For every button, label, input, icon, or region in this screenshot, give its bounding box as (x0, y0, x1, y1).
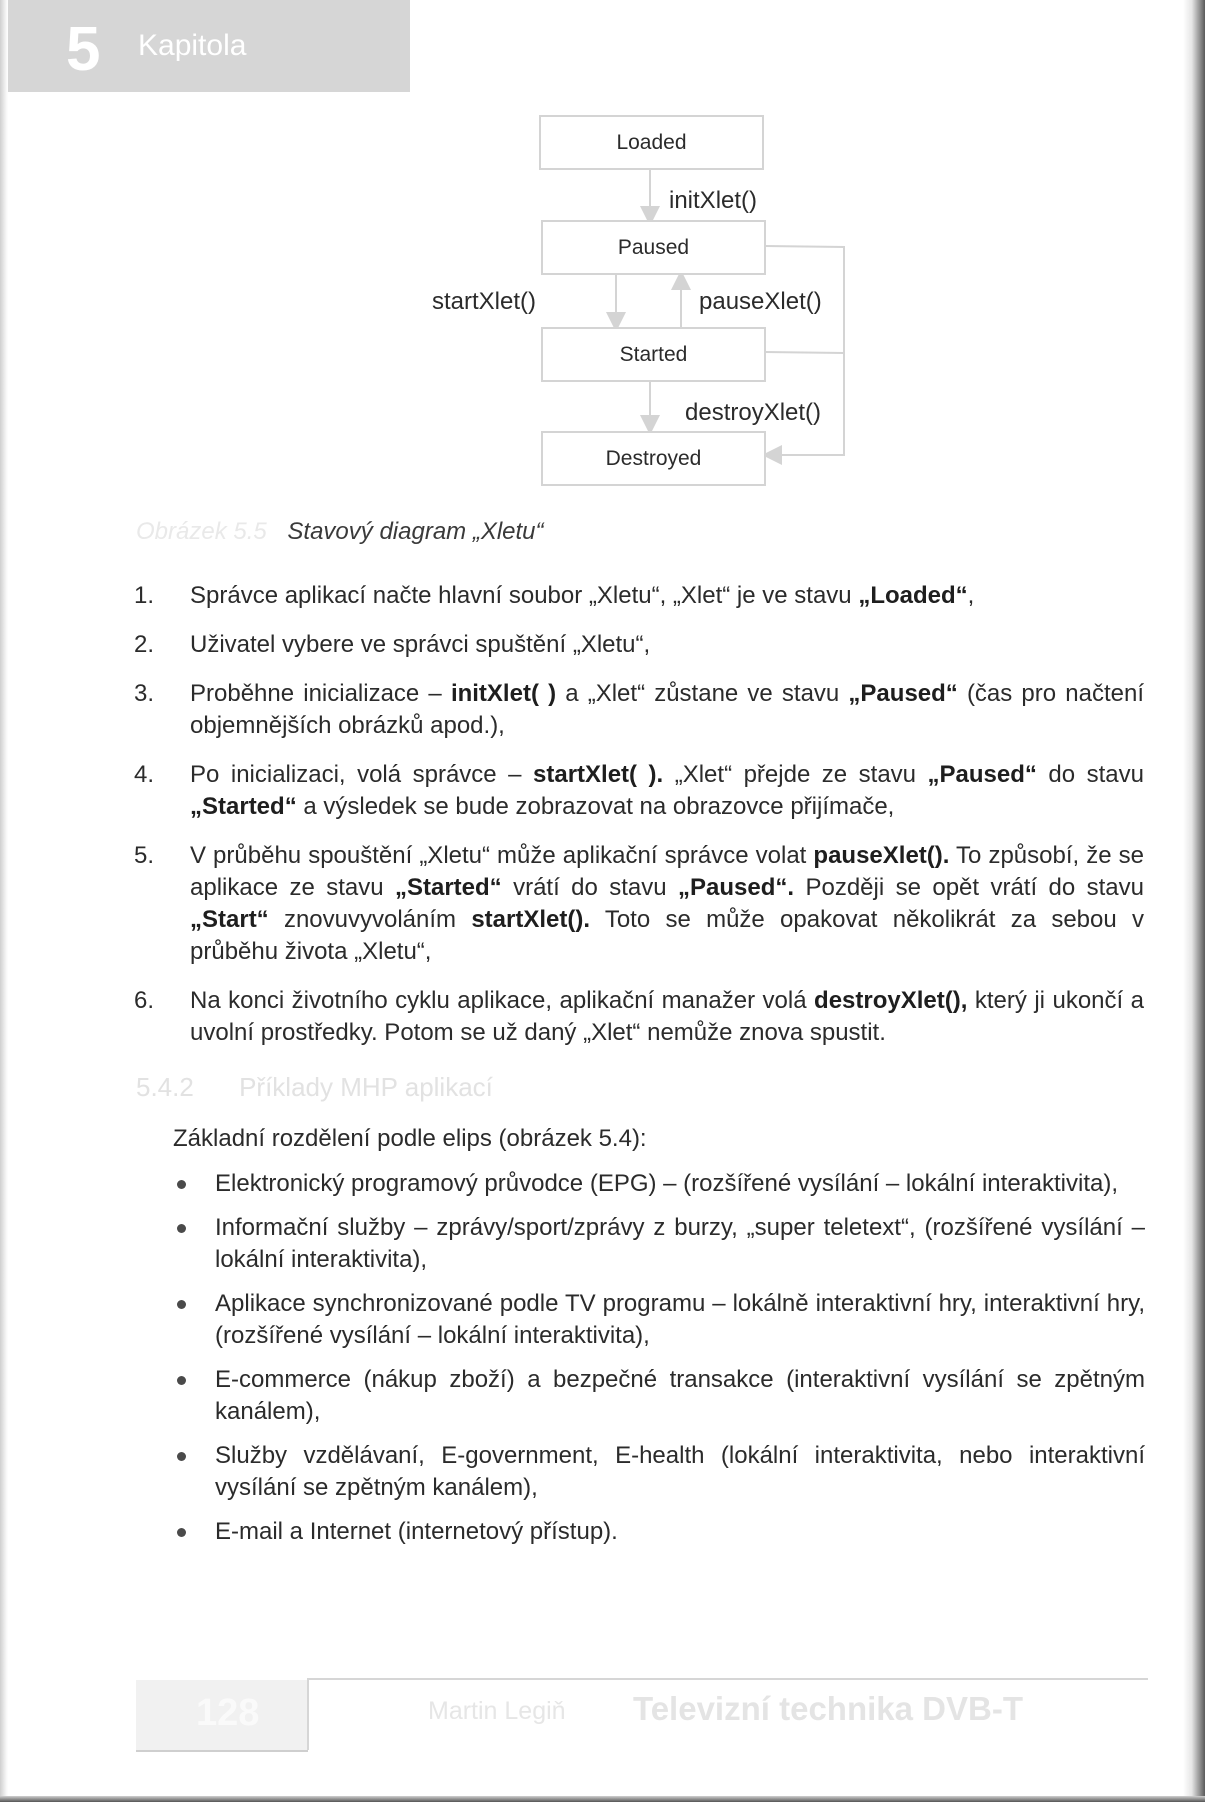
page-number: 128 (196, 1692, 260, 1734)
section-heading (136, 1072, 493, 1103)
list-item: 4. Po inicializaci, volá správce – startXlet( ). „Xlet“ přejde ze stavu „Paused“ do stavu „Started“ a výsledek se bude zobrazovat na obrazovce přijímače, (134, 761, 1144, 820)
steps-list (134, 580, 1144, 1066)
state-started: Started (541, 327, 766, 382)
transition-destroy-label: destroyXlet() (685, 399, 822, 426)
intro-paragraph: Základní rozdělení podle elips (obrázek 5.4): (173, 1125, 647, 1152)
transition-pause-label: pauseXlet() (699, 288, 822, 315)
chapter-label: Kapitola (138, 29, 247, 62)
section-title: Příklady MHP aplikací (239, 1072, 493, 1102)
figure-title: Stavový diagram „Xletu“ (287, 518, 544, 545)
scan-edge-bottom (0, 1796, 1205, 1802)
bullet-icon (177, 1452, 186, 1461)
list-item: 5. V průběhu spouštění „Xletu“ může aplikační správce volat pauseXlet(). To způsobí, že se aplikace ze stavu „Started“ vrátí do stavu „Paused“. Později se opět vrátí do stavu „Start“ znovuvyvoláním startXlet(). Toto se může opakovat několikrát za sebou v průběhu života „Xletu“, (134, 842, 1145, 965)
bullet-icon (177, 1224, 186, 1233)
list-item: 2. Uživatel vybere ve správci spuštění „Xletu“, (134, 631, 651, 658)
state-loaded: Loaded (539, 115, 764, 170)
chapter-number: 5 (66, 15, 101, 84)
footer-page-box (136, 1680, 308, 1752)
footer-author: Martin Legiň (428, 1697, 566, 1725)
figure-caption (136, 518, 544, 546)
list-item: E-mail a Internet (internetový přístup). (173, 1516, 1145, 1548)
state-diagram (0, 0, 1205, 500)
section-number: 5.4.2 (136, 1072, 194, 1102)
footer-divider-vertical (307, 1678, 309, 1750)
bullet-icon (177, 1180, 186, 1189)
transition-start-label: startXlet() (432, 288, 537, 315)
state-destroyed: Destroyed (541, 431, 766, 486)
figure-number: Obrázek 5.5 (136, 518, 267, 545)
bullet-icon (177, 1528, 186, 1537)
list-item: 6. Na konci životního cyklu aplikace, aplikační manažer volá destroyXlet(), který ji ukončí a uvolní prostředky. Potom se už daný „Xlet“ nemůže znova spustit. (134, 987, 1145, 1046)
list-item: Aplikace synchronizované podle TV programu – lokálně interaktivní hry, interaktivní hry, (rozšířené vysílání – lokální interaktivita), (173, 1288, 1145, 1352)
bullet-list (173, 1168, 1145, 1560)
list-item: Informační služby – zprávy/sport/zprávy z burzy, „super teletext“, (rozšířené vysílání – lokální interaktivita), (173, 1212, 1145, 1276)
footer-book-title: Televizní technika DVB-T (633, 1690, 1023, 1727)
state-paused: Paused (541, 220, 766, 275)
bullet-icon (177, 1300, 186, 1309)
bullet-icon (177, 1376, 186, 1385)
transition-init-label: initXlet() (669, 187, 758, 214)
list-item: 3. Proběhne inicializace – initXlet( ) a „Xlet“ zůstane ve stavu „Paused“ (čas pro načtení objemnějších obrázků apod.), (134, 680, 1144, 739)
list-item: Služby vzdělávaní, E-government, E-health (lokální interaktivita, nebo interaktivní vysílání se zpětným kanálem), (173, 1440, 1145, 1504)
list-item: 1. Správce aplikací načte hlavní soubor „Xletu“, „Xlet“ je ve stavu „Loaded“, (134, 582, 975, 609)
footer-divider-horizontal (308, 1678, 1148, 1680)
list-item: Elektronický programový průvodce (EPG) – (rozšířené vysílání – lokální interaktivita), (173, 1168, 1145, 1200)
list-item: E-commerce (nákup zboží) a bezpečné transakce (interaktivní vysílání se zpětným kanálem), (173, 1364, 1145, 1428)
